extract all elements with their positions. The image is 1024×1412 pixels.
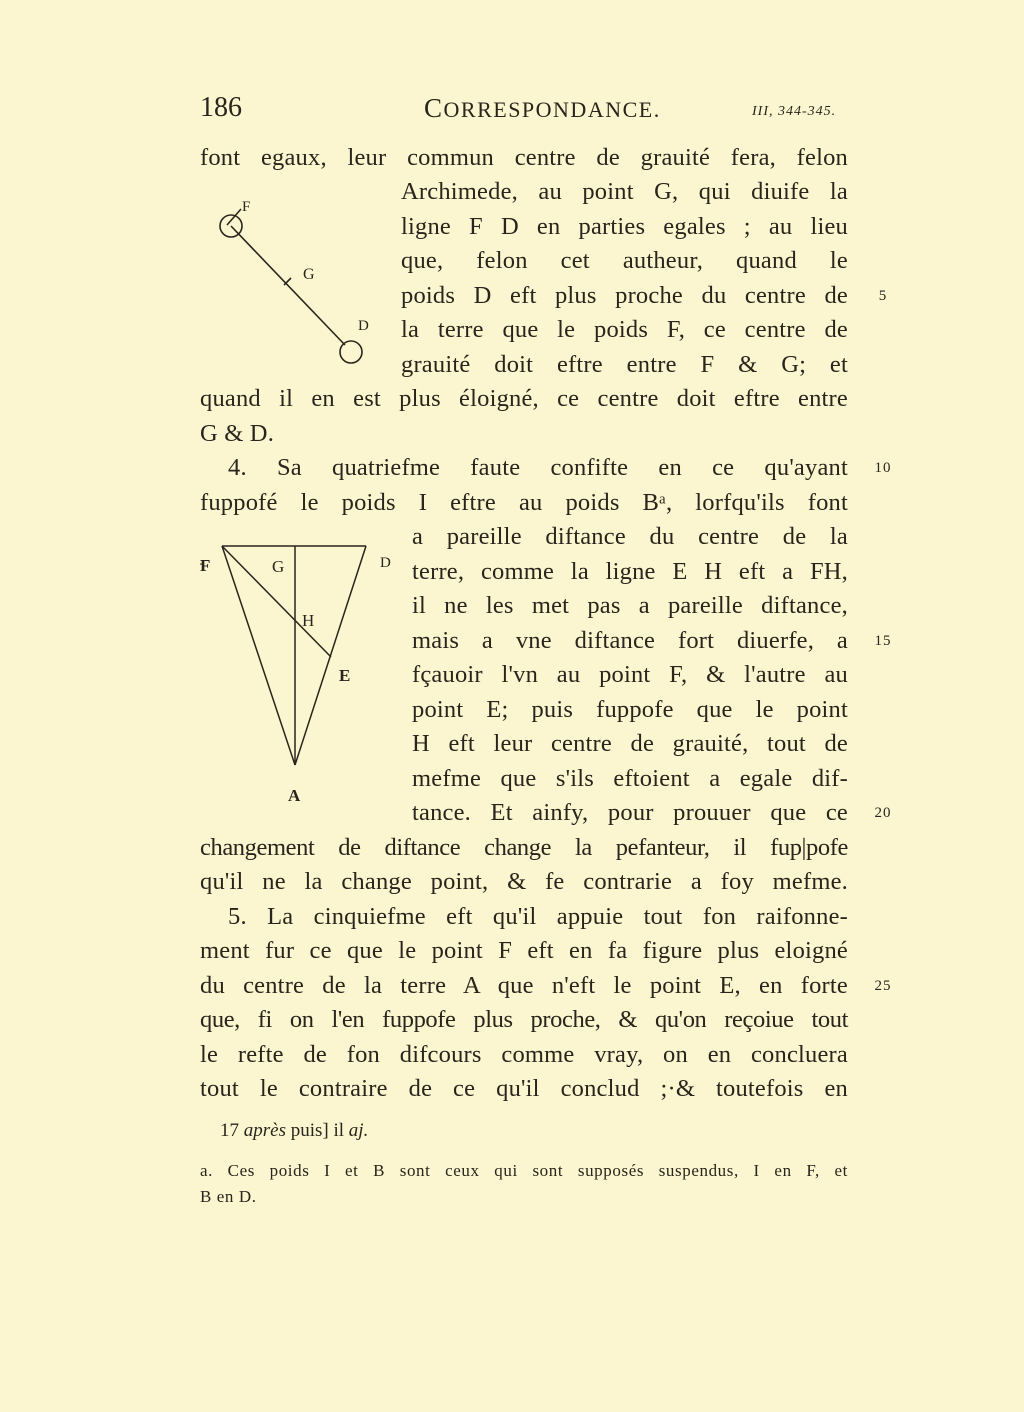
body-line-7: grauité doit eftre entre F & G; et (401, 351, 848, 378)
fig2-label-e: E (339, 666, 351, 685)
body-line-16: fçauoir l'vn au point F, & l'autre au (412, 661, 848, 688)
body-line-6: la terre que le poids F, ce centre de (401, 316, 848, 343)
variant-word-aj: aj. (348, 1120, 369, 1141)
fig2-label-g: G (272, 557, 285, 576)
footnote-line-1: a. Ces poids I et B sont ceux qui sont supposés suspendus, I en F, et (200, 1161, 848, 1180)
figure-lever-fgd (205, 195, 385, 375)
fig1-label-f: F (242, 199, 251, 215)
body-line-17: point E; puis fuppofe que le point (412, 696, 848, 723)
body-line-20: tance. Et ainfy, pour prouuer que ce (412, 799, 848, 826)
line-number-15: 15 (874, 633, 892, 649)
body-line-3: ligne F D en parties egales ; au lieu (401, 213, 848, 240)
body-line-15: mais a vne diftance fort diuerfe, a (412, 627, 848, 654)
body-line-11: fuppofé le poids I eftre au poids Bᵃ, lorfqu'ils font (200, 489, 848, 516)
body-line-22: qu'il ne la change point, & fe contrarie a foy mefme. (200, 868, 848, 895)
line-number-10: 10 (874, 460, 892, 476)
body-line-1: font egaux, leur commun centre de grauité fera, felon (200, 144, 848, 171)
body-line-9: G & D. (200, 420, 275, 447)
body-line-28: tout le contraire de ce qu'il conclud ;·& toutefois en (200, 1075, 848, 1102)
body-line-26: que, fi on l'en fuppofe plus proche, & qu'on reçoiue tout (200, 1006, 848, 1033)
body-line-21: changement de diftance change la pefanteur, il fup|pofe (200, 834, 848, 861)
body-line-18: H eft leur centre de grauité, tout de (412, 730, 848, 757)
line-number-25: 25 (874, 978, 892, 994)
body-line-8: quand il en est plus éloigné, ce centre doit eftre entre (200, 385, 848, 412)
fig1-label-d: D (358, 318, 369, 334)
body-line-14: il ne les met pas a pareille diftance, (412, 592, 848, 619)
running-title (424, 92, 661, 124)
body-line-24: ment fur ce que le point F eft en fa figure plus eloigné (200, 937, 848, 964)
fig2-label-f: F (200, 556, 211, 575)
volume-reference: III, 344-345. (752, 104, 837, 119)
variant-word-apres: après (243, 1120, 286, 1141)
body-line-27: le refte de fon difcours comme vray, on en concluera (200, 1041, 848, 1068)
running-title-initial: C (424, 93, 444, 123)
body-line-12: a pareille diftance du centre de la (412, 523, 848, 550)
figure-triangle-fda (190, 535, 410, 810)
fig1-label-g: G (303, 266, 315, 283)
running-title-rest: ORRESPONDANCE. (443, 97, 661, 122)
fig2-label-d: D (380, 555, 391, 571)
line-number-20: 20 (874, 805, 892, 821)
page-number: 186 (200, 92, 242, 123)
body-line-10: 4. Sa quatriefme faute confifte en ce qu'ayant (228, 454, 848, 481)
body-line-25: du centre de la terre A que n'eft le point E, en forte (200, 972, 848, 999)
body-line-19: mefme que s'ils eftoient a egale dif- (412, 765, 848, 792)
variant-note (220, 1120, 368, 1142)
body-line-13: terre, comme la ligne E H eft a FH, (412, 558, 848, 585)
fig2-label-h: H (302, 611, 315, 630)
footnote-line-2: B en D. (200, 1187, 257, 1206)
fig2-label-a: A (288, 786, 301, 805)
body-line-4: que, felon cet autheur, quand le (401, 247, 848, 274)
variant-text: puis] il (290, 1120, 345, 1141)
body-line-5: poids D eft plus proche du centre de (401, 282, 848, 309)
variant-line-number: 17 (220, 1120, 239, 1141)
body-line-23: 5. La cinquiefme eft qu'il appuie tout fon raifonne- (228, 903, 848, 930)
body-line-2: Archimede, au point G, qui diuife la (401, 178, 848, 205)
line-number-5: 5 (878, 288, 888, 304)
